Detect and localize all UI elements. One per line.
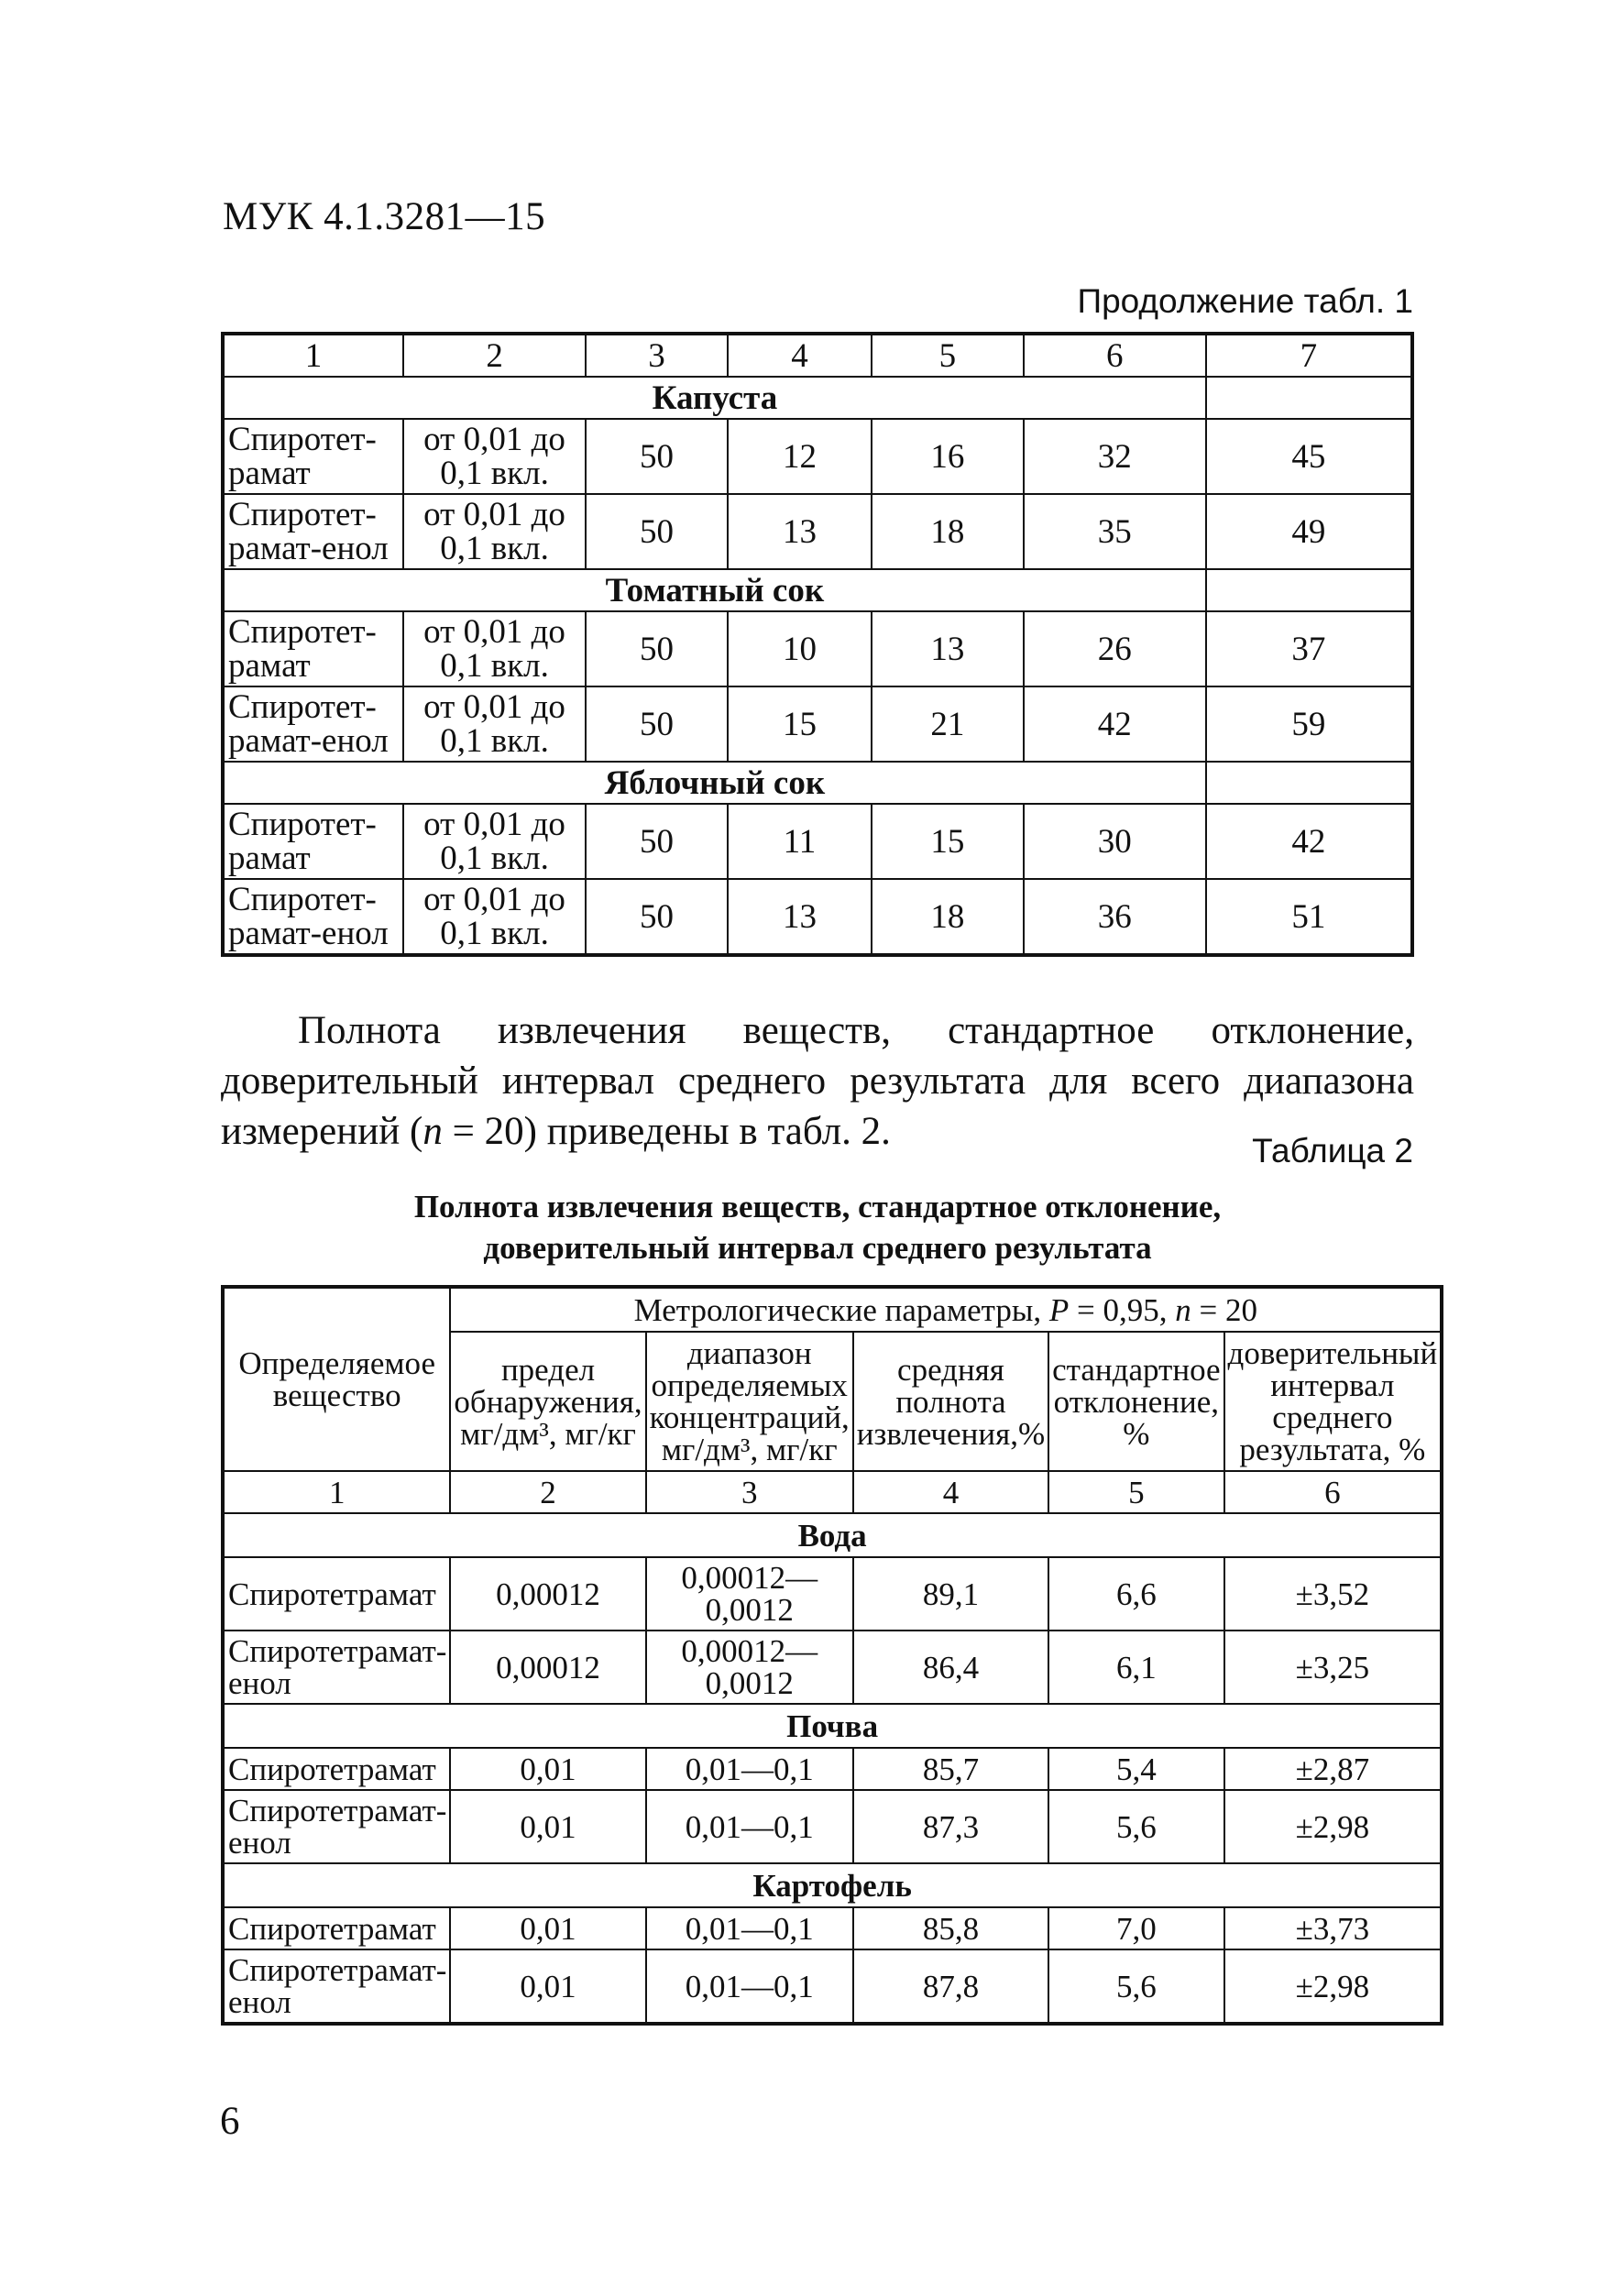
paragraph-text-part2: = 20) приведены в табл. 2.	[442, 1110, 891, 1153]
section-title: Картофель	[223, 1863, 1442, 1907]
value-cell: 11	[728, 804, 872, 879]
value-cell: 13	[728, 879, 872, 955]
table-row	[223, 611, 1412, 686]
empty-cell	[1206, 569, 1412, 611]
lod-cell: 0,01	[450, 1949, 645, 2024]
recovery-cell: 85,7	[853, 1748, 1048, 1790]
value-cell: 50	[586, 494, 727, 569]
table-row	[223, 494, 1412, 569]
value-cell: 32	[1024, 419, 1206, 494]
table2-title-line2: доверительный интервал среднего результата	[483, 1230, 1152, 1266]
value-cell: 26	[1024, 611, 1206, 686]
range-cell: 0,00012—0,0012	[646, 1631, 853, 1704]
table2-col-number: 2	[450, 1471, 645, 1513]
recovery-cell: 86,4	[853, 1631, 1048, 1704]
table1-col-number: 3	[586, 334, 727, 377]
range-cell: от 0,01 до 0,1 вкл.	[403, 611, 586, 686]
value-cell: 50	[586, 611, 727, 686]
table-row	[223, 1748, 1442, 1790]
paragraph-n-symbol: n	[422, 1110, 443, 1153]
metro-n-symbol: n	[1175, 1291, 1191, 1328]
table2-col-number: 6	[1224, 1471, 1443, 1513]
table2-title	[221, 1186, 1414, 1268]
range-cell: 0,01—0,1	[646, 1748, 853, 1790]
value-cell: 30	[1024, 804, 1206, 879]
stdev-cell: 6,6	[1048, 1557, 1223, 1631]
range-cell: 0,01—0,1	[646, 1790, 853, 1863]
table2-col-number: 1	[223, 1471, 450, 1513]
substance-cell: Спиротетрамат	[223, 1748, 450, 1790]
table-row	[223, 1949, 1442, 2024]
table-row	[223, 804, 1412, 879]
ci-cell: ±3,52	[1224, 1557, 1443, 1631]
table1-section-header	[223, 569, 1412, 611]
lod-cell: 0,01	[450, 1790, 645, 1863]
section-title: Вода	[223, 1513, 1442, 1557]
recovery-cell: 87,8	[853, 1949, 1048, 2024]
metrological-params-header	[450, 1287, 1442, 1332]
value-cell: 50	[586, 879, 727, 955]
substance-cell: Спиротет-рамат	[223, 611, 403, 686]
table2-section-header	[223, 1513, 1442, 1557]
value-cell: 36	[1024, 879, 1206, 955]
empty-cell	[1206, 377, 1412, 419]
recovery-cell: 89,1	[853, 1557, 1048, 1631]
table1-column-numbers	[223, 334, 1412, 377]
ci-cell: ±2,98	[1224, 1949, 1443, 2024]
table1-section-header	[223, 762, 1412, 804]
value-cell: 51	[1206, 879, 1412, 955]
substance-cell: Спиротетрамат-енол	[223, 1949, 450, 2024]
value-cell: 50	[586, 419, 727, 494]
value-cell: 10	[728, 611, 872, 686]
table-row	[223, 879, 1412, 955]
substance-cell: Спиротетрамат	[223, 1907, 450, 1949]
value-cell: 59	[1206, 686, 1412, 762]
table-row	[223, 1557, 1442, 1631]
range-cell: от 0,01 до 0,1 вкл.	[403, 686, 586, 762]
stdev-cell: 6,1	[1048, 1631, 1223, 1704]
value-cell: 18	[872, 494, 1023, 569]
page-number: 6	[220, 2100, 240, 2143]
recovery-header: средняя полнота извлечения,%	[853, 1332, 1048, 1471]
range-cell: от 0,01 до 0,1 вкл.	[403, 879, 586, 955]
ci-cell: ±3,73	[1224, 1907, 1443, 1949]
value-cell: 16	[872, 419, 1023, 494]
value-cell: 13	[872, 611, 1023, 686]
ci-cell: ±3,25	[1224, 1631, 1443, 1704]
table2-col-number: 4	[853, 1471, 1048, 1513]
range-header: диапазон определяемых концентраций, мг/дм³, мг/кг	[646, 1332, 853, 1471]
table2-title-line1: Полнота извлечения веществ, стандартное отклонение,	[413, 1189, 1222, 1224]
value-cell: 15	[728, 686, 872, 762]
substance-cell: Спиротет-рамат-енол	[223, 494, 403, 569]
recovery-cell: 85,8	[853, 1907, 1048, 1949]
lod-cell: 0,00012	[450, 1557, 645, 1631]
stdev-header: стандартное отклонение, %	[1048, 1332, 1223, 1471]
table1-col-number: 5	[872, 334, 1023, 377]
value-cell: 15	[872, 804, 1023, 879]
value-cell: 13	[728, 494, 872, 569]
substance-cell: Спиротетрамат-енол	[223, 1790, 450, 1863]
value-cell: 18	[872, 879, 1023, 955]
ci-cell: ±2,87	[1224, 1748, 1443, 1790]
table2-header-row	[223, 1287, 1442, 1332]
value-cell: 37	[1206, 611, 1412, 686]
value-cell: 45	[1206, 419, 1412, 494]
substance-cell: Спиротет-рамат	[223, 804, 403, 879]
range-cell: 0,01—0,1	[646, 1907, 853, 1949]
table-2	[221, 1285, 1443, 2026]
section-title: Капуста	[223, 377, 1206, 419]
section-title: Томатный сок	[223, 569, 1206, 611]
lod-cell: 0,00012	[450, 1631, 645, 1704]
empty-cell	[1206, 762, 1412, 804]
table1-section-header	[223, 377, 1412, 419]
value-cell: 50	[586, 804, 727, 879]
table-row	[223, 1631, 1442, 1704]
value-cell: 42	[1206, 804, 1412, 879]
lod-header: предел обнаружения, мг/дм³, мг/кг	[450, 1332, 645, 1471]
table1-col-number: 1	[223, 334, 403, 377]
range-cell: 0,00012—0,0012	[646, 1557, 853, 1631]
table1-continuation-label: Продолжение табл. 1	[1077, 282, 1413, 320]
lod-cell: 0,01	[450, 1907, 645, 1949]
table2-column-numbers	[223, 1471, 1442, 1513]
range-cell: от 0,01 до 0,1 вкл.	[403, 804, 586, 879]
substance-cell: Спиротетрамат-енол	[223, 1631, 450, 1704]
metro-suffix: = 20	[1191, 1291, 1258, 1328]
table-row	[223, 1907, 1442, 1949]
stdev-cell: 7,0	[1048, 1907, 1223, 1949]
table1-col-number: 6	[1024, 334, 1206, 377]
substance-cell: Спиротет-рамат	[223, 419, 403, 494]
value-cell: 42	[1024, 686, 1206, 762]
recovery-cell: 87,3	[853, 1790, 1048, 1863]
stdev-cell: 5,6	[1048, 1790, 1223, 1863]
section-title: Яблочный сок	[223, 762, 1206, 804]
table1-col-number: 4	[728, 334, 872, 377]
table2-section-header	[223, 1863, 1442, 1907]
ci-cell: ±2,98	[1224, 1790, 1443, 1863]
table1-col-number: 2	[403, 334, 586, 377]
metro-mid: = 0,95,	[1069, 1291, 1176, 1328]
value-cell: 12	[728, 419, 872, 494]
metro-P-symbol: P	[1048, 1291, 1070, 1328]
table-row	[223, 1790, 1442, 1863]
table2-col-number: 3	[646, 1471, 853, 1513]
table2-col-number: 5	[1048, 1471, 1223, 1513]
substance-cell: Спиротетрамат	[223, 1557, 450, 1631]
value-cell: 49	[1206, 494, 1412, 569]
value-cell: 50	[586, 686, 727, 762]
lod-cell: 0,01	[450, 1748, 645, 1790]
table-1	[221, 332, 1414, 957]
paragraph-text-part1: Полнота извлечения веществ, стандартное отклонение, доверительный интервал среднего результата для всего диапазона измерений (	[221, 1009, 1414, 1153]
table1-col-number: 7	[1206, 334, 1412, 377]
value-cell: 21	[872, 686, 1023, 762]
substance-cell: Спиротет-рамат-енол	[223, 686, 403, 762]
ci-header: доверительный интервал среднего результата, %	[1224, 1332, 1443, 1471]
range-cell: от 0,01 до 0,1 вкл.	[403, 494, 586, 569]
table2-section-header	[223, 1704, 1442, 1748]
range-cell: от 0,01 до 0,1 вкл.	[403, 419, 586, 494]
stdev-cell: 5,6	[1048, 1949, 1223, 2024]
substance-header: Определяемое вещество	[223, 1287, 450, 1471]
table-row	[223, 686, 1412, 762]
table-row	[223, 419, 1412, 494]
substance-cell: Спиротет-рамат-енол	[223, 879, 403, 955]
document-code: МУК 4.1.3281—15	[223, 195, 546, 238]
section-title: Почва	[223, 1704, 1442, 1748]
table2-label: Таблица 2	[1252, 1132, 1413, 1169]
body-paragraph	[221, 1005, 1414, 1157]
value-cell: 35	[1024, 494, 1206, 569]
stdev-cell: 5,4	[1048, 1748, 1223, 1790]
range-cell: 0,01—0,1	[646, 1949, 853, 2024]
metro-prefix: Метрологические параметры,	[633, 1291, 1049, 1328]
